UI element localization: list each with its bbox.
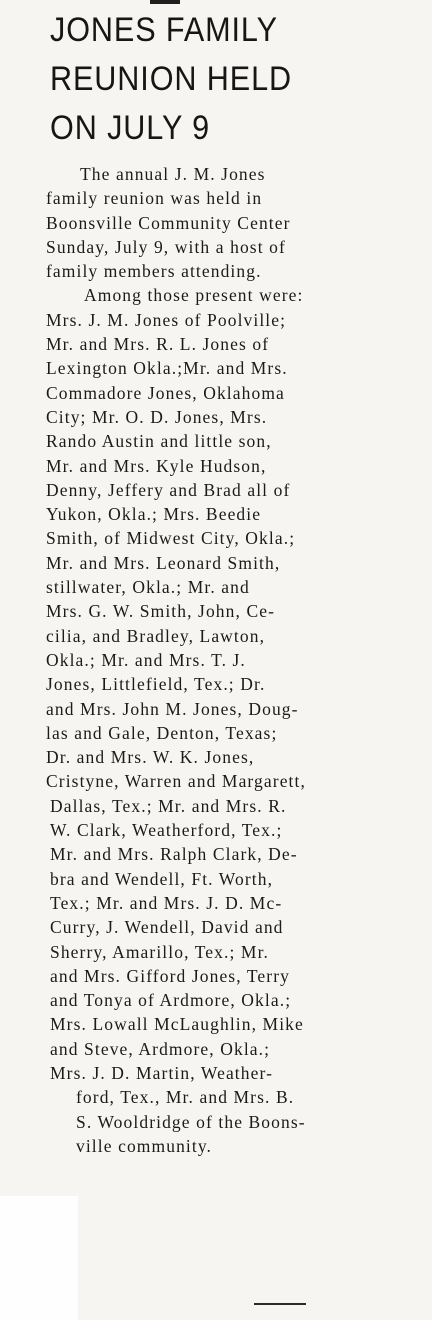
article-line: Sherry, Amarillo, Tex.; Mr.: [50, 941, 270, 962]
article-line: Okla.; Mr. and Mrs. T. J.: [46, 649, 246, 670]
article-line: Mrs. J. M. Jones of Poolville;: [46, 309, 287, 330]
article-line: bra and Wendell, Ft. Worth,: [50, 868, 274, 889]
article-line: S. Wooldridge of the Boons-: [76, 1111, 306, 1132]
article-line: Curry, J. Wendell, David and: [50, 917, 284, 938]
article-line: Smith, of Midwest City, Okla.;: [46, 528, 296, 549]
article-line: and Tonya of Ardmore, Okla.;: [50, 990, 292, 1011]
article-line: Jones, Littlefield, Tex.; Dr.: [46, 674, 266, 695]
article-line: family reunion was held in: [46, 188, 263, 209]
article-line: Lexington Okla.;Mr. and Mrs.: [46, 358, 288, 379]
headline-line: JONES FAMILY: [50, 11, 278, 49]
article-line: Denny, Jeffery and Brad all of: [46, 479, 291, 500]
article-line: City; Mr. O. D. Jones, Mrs.: [46, 406, 268, 427]
article-line: ville community.: [76, 1135, 213, 1156]
article-line: Sunday, July 9, with a host of: [46, 236, 286, 257]
article-line: Mrs. G. W. Smith, John, Ce-: [46, 601, 276, 622]
paper-corner-patch: [0, 1196, 78, 1320]
article-line: Mrs. J. D. Martin, Weather-: [50, 1062, 273, 1083]
article-headline: [50, 6, 292, 153]
article-line: family members attending.: [46, 261, 262, 282]
headline-line: ON JULY 9: [50, 109, 211, 147]
headline-line: REUNION HELD: [50, 60, 293, 98]
article-line: Commadore Jones, Oklahoma: [46, 382, 285, 403]
article-end-rule: [254, 1303, 306, 1305]
article-line: Mrs. Lowall McLaughlin, Mike: [50, 1014, 304, 1035]
article-line: and Mrs. John M. Jones, Doug-: [46, 698, 299, 719]
article-body: [46, 162, 416, 1158]
article-line: Rando Austin and little son,: [46, 431, 272, 452]
article-line: Mr. and Mrs. Leonard Smith,: [46, 552, 281, 573]
article-line: and Mrs. Gifford Jones, Terry: [50, 965, 290, 986]
article-line: Boonsville Community Center: [46, 212, 291, 233]
article-line: cilia, and Bradley, Lawton,: [46, 625, 266, 646]
article-line: Mr. and Mrs. Ralph Clark, De-: [50, 844, 298, 865]
article-line: ford, Tex., Mr. and Mrs. B.: [76, 1087, 295, 1108]
top-ink-fragment: [150, 0, 180, 4]
article-line: and Steve, Ardmore, Okla.;: [50, 1038, 271, 1059]
article-line: stillwater, Okla.; Mr. and: [46, 577, 250, 598]
article-line: las and Gale, Denton, Texas;: [46, 722, 278, 743]
article-line: Mr. and Mrs. Kyle Hudson,: [46, 455, 267, 476]
article-line: Cristyne, Warren and Margarett,: [46, 771, 306, 792]
article-line: The annual J. M. Jones: [80, 164, 266, 184]
article-line: Tex.; Mr. and Mrs. J. D. Mc-: [50, 892, 283, 913]
article-line: Dr. and Mrs. W. K. Jones,: [46, 747, 255, 768]
article-line: Mr. and Mrs. R. L. Jones of: [46, 334, 270, 355]
article-line: W. Clark, Weatherford, Tex.;: [50, 820, 283, 841]
article-line: Yukon, Okla.; Mrs. Beedie: [46, 504, 262, 525]
article-line: Among those present were:: [84, 285, 304, 306]
article-line: Dallas, Tex.; Mr. and Mrs. R.: [50, 795, 287, 816]
